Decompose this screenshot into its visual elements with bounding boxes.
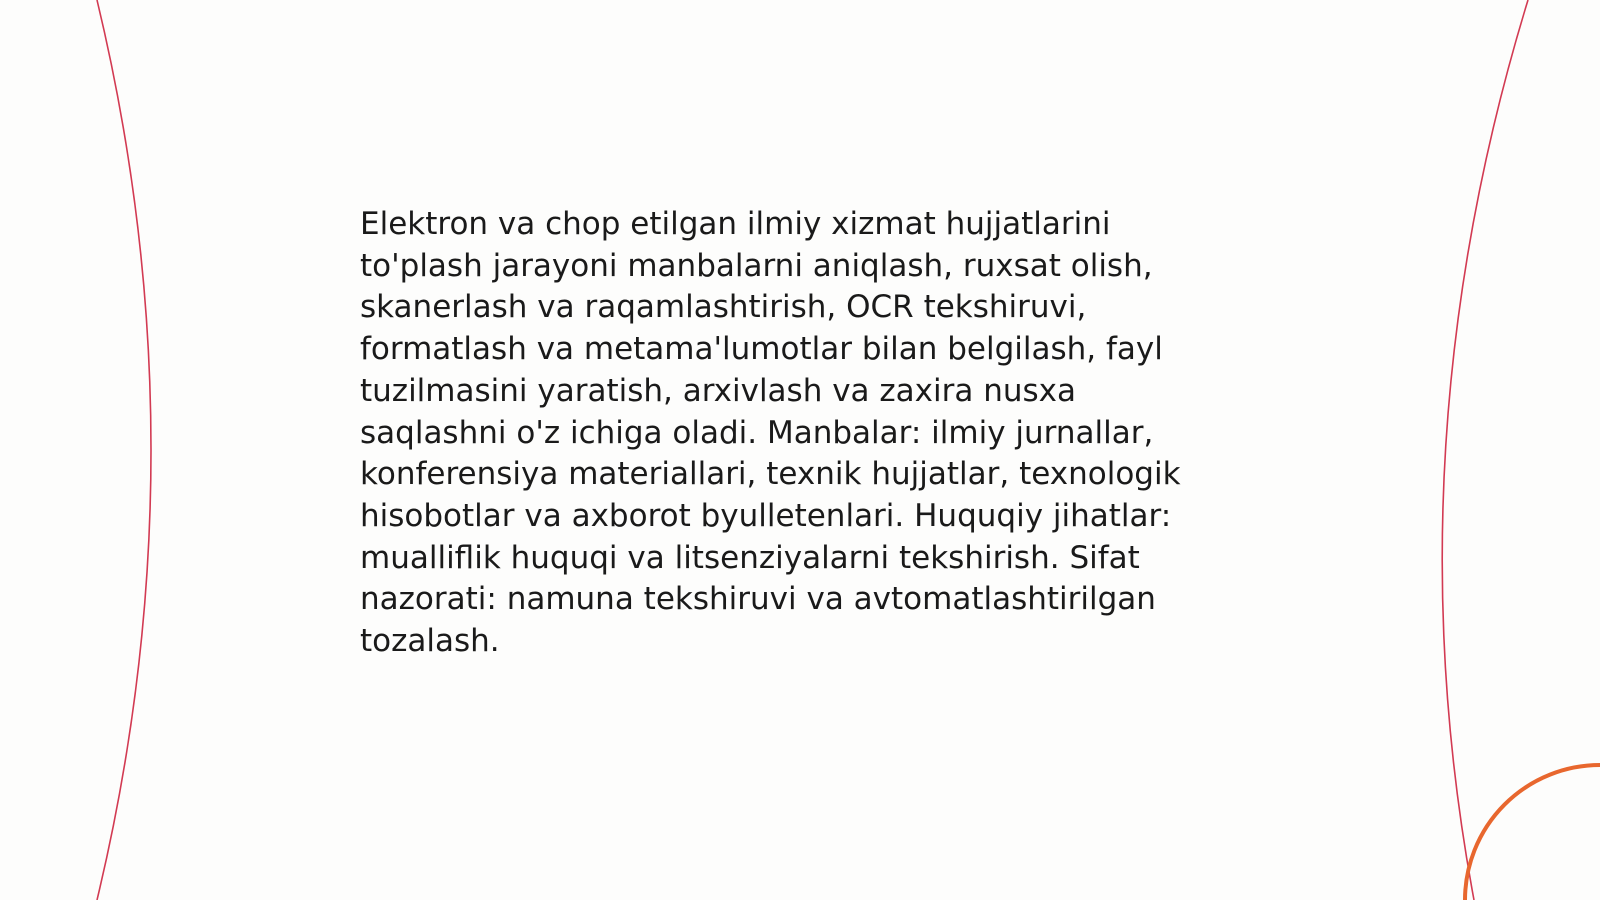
left-arc [97,0,151,900]
right-arc [1442,0,1528,900]
corner-circle [1465,765,1600,900]
body-text: Elektron va chop etilgan ilmiy xizmat hujjatlarini to'plash jarayoni manbalarni aniqlash, ruxsat olish, skanerlash va raqamlashtirish, OCR tekshiruvi, formatlash va metama'lumotlar bilan belgilash, fayl tuzilmasini yaratish, arxivlash va zaxira nusxa saqlashni o'z ichiga oladi. Manbalar: ilmiy jurnallar, konferensiya materiallari, texnik hujjatlar, texnologik hisobotlar va axborot byulletenlari. Huquqiy jihatlar: mualliflik huquqi va litsenziyalarni tekshirish. Sifat nazorati: namuna tekshiruvi va avtomatlashtirilgan tozalash. [360,206,1181,660]
